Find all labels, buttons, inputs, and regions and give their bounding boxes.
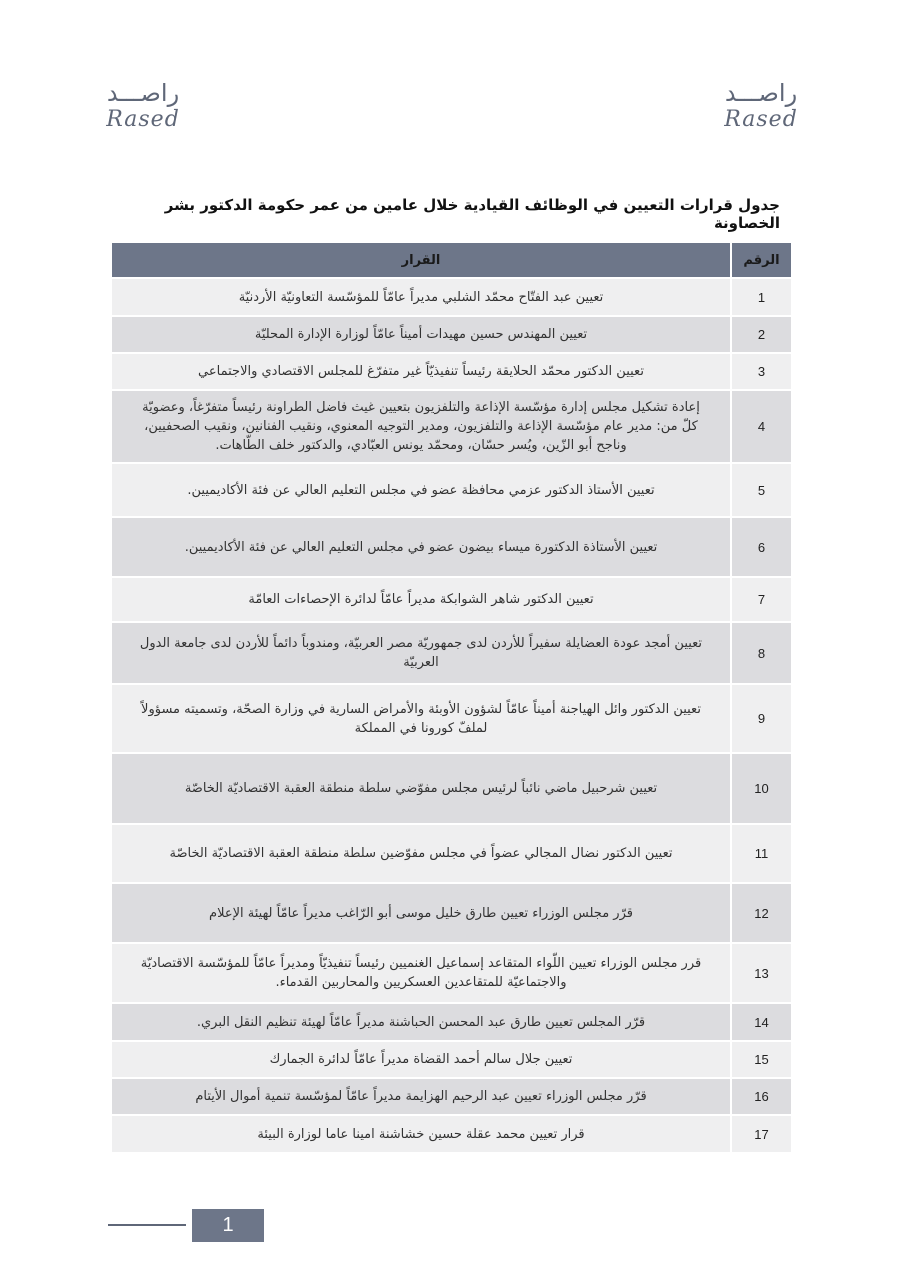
decisions-table [110, 243, 791, 1152]
row-decision: تعيين جلال سالم أحمد القضاة مديراً عامّاً لدائرة الجمارك [111, 1041, 731, 1078]
row-decision: قرّر مجلس الوزراء تعيين عبد الرحيم الهزايمة مديراً عامّاً لمؤسّسة تنمية أموال الأيتام [111, 1078, 731, 1115]
column-header-number: الرقم [731, 243, 791, 278]
row-number: 17 [731, 1115, 791, 1152]
row-decision: تعيين الدكتور نضال المجالي عضواً في مجلس مفوّضين سلطة منطقة العقبة الاقتصاديّة الخاصّة [111, 824, 731, 883]
logo-left [98, 78, 188, 132]
row-number: 14 [731, 1003, 791, 1041]
row-number: 5 [731, 463, 791, 517]
row-number: 4 [731, 390, 791, 463]
table-row [111, 1003, 791, 1041]
table-row [111, 622, 791, 684]
table-row [111, 353, 791, 390]
row-decision: تعيين أمجد عودة العضايلة سفيراً للأردن لدى جمهوريّة مصر العربيّة، ومندوباً دائماً للأردن لدى جامعة الدول العربيّة [111, 622, 731, 684]
row-decision: قرّر المجلس تعيين طارق عبد المحسن الحباشنة مديراً عامّاً لهيئة تنظيم النقل البري. [111, 1003, 731, 1041]
table-row [111, 577, 791, 622]
row-number: 16 [731, 1078, 791, 1115]
row-number: 15 [731, 1041, 791, 1078]
row-decision: تعيين عبد الفتّاح محمّد الشلبي مديراً عامّاً للمؤسّسة التعاونيّة الأردنيّة [111, 278, 731, 316]
row-decision: قرر مجلس الوزراء تعيين اللّواء المتقاعد إسماعيل الغنميين رئيساً تنفيذيّاً ومديراً عامّاً للمؤسّسة الاقتصاديّة والاجتماعيّة للمتقاعدين العسكريين والمحاربين القدماء. [111, 943, 731, 1003]
row-number: 13 [731, 943, 791, 1003]
table-row [111, 753, 791, 824]
row-number: 12 [731, 883, 791, 943]
table-row [111, 1041, 791, 1078]
row-number: 10 [731, 753, 791, 824]
row-number: 2 [731, 316, 791, 353]
table-row [111, 463, 791, 517]
table-row [111, 1115, 791, 1152]
logo-right [716, 78, 806, 132]
row-decision: تعيين الدكتور محمّد الحلايقة رئيساً تنفيذيّاً غير متفرّغ للمجلس الاقتصادي والاجتماعي [111, 353, 731, 390]
page-title: جدول قرارات التعيين في الوظائف القيادية خلال عامين من عمر حكومة الدكتور بشر الخصاونة [164, 196, 780, 232]
row-decision: تعيين الأستاذة الدكتورة ميساء بيضون عضو في مجلس التعليم العالي عن فئة الأكاديميين. [111, 517, 731, 577]
table-header-row [111, 243, 791, 278]
row-number: 11 [731, 824, 791, 883]
row-decision: تعيين الدكتور شاهر الشوابكة مديراً عامّاً لدائرة الإحصاءات العامّة [111, 577, 731, 622]
table-row [111, 316, 791, 353]
row-decision: تعيين الأستاذ الدكتور عزمي محافظة عضو في مجلس التعليم العالي عن فئة الأكاديميين. [111, 463, 731, 517]
row-decision: قرّر مجلس الوزراء تعيين طارق خليل موسى أبو الرّاغب مديراً عامّاً لهيئة الإعلام [111, 883, 731, 943]
row-number: 9 [731, 684, 791, 753]
table-row [111, 1078, 791, 1115]
footer-divider [108, 1224, 186, 1226]
logo-english-text: Rased [106, 107, 180, 132]
row-number: 3 [731, 353, 791, 390]
table-row [111, 883, 791, 943]
table-row [111, 943, 791, 1003]
table-row [111, 278, 791, 316]
table-row [111, 517, 791, 577]
row-decision: تعيين الدكتور وائل الهياجنة أميناً عامّاً لشؤون الأوبئة والأمراض السارية في وزارة الصحّة، وتسميته مسؤولاً لملفّ كورونا في المملكة [111, 684, 731, 753]
row-decision: تعيين شرحبيل ماضي نائباً لرئيس مجلس مفوّضي سلطة منطقة العقبة الاقتصاديّة الخاصّة [111, 753, 731, 824]
table-row [111, 824, 791, 883]
row-number: 8 [731, 622, 791, 684]
logo-english-text: Rased [724, 107, 798, 132]
row-decision: قرار تعيين محمد عقلة حسين خشاشنة امينا عاما لوزارة البيئة [111, 1115, 731, 1152]
row-decision: تعيين المهندس حسين مهيدات أميناً عامّاً لوزارة الإدارة المحليّة [111, 316, 731, 353]
table-row [111, 390, 791, 463]
row-number: 1 [731, 278, 791, 316]
table-row [111, 684, 791, 753]
row-decision: إعادة تشكيل مجلس إدارة مؤسّسة الإذاعة والتلفزيون بتعيين غيث فاضل الطراونة رئيساً متفرّغاً، وعضويّة كلّ من: مدير عام مؤسّسة الإذاعة والتلفزيون، ومدير التوجيه المعنوي، ونقيب الفنانين، ونقيب الصحفيين، وناجح أبو الزّين، ويُسر حسّان، ومحمّد يونس العبّادي، والدكتور خلف الطّاهات. [111, 390, 731, 463]
page-number: 1 [192, 1209, 264, 1242]
column-header-decision: القرار [111, 243, 731, 278]
row-number: 7 [731, 577, 791, 622]
row-number: 6 [731, 517, 791, 577]
logo-arabic-text: راصـــد [724, 79, 798, 107]
logo-arabic-text: راصـــد [106, 79, 180, 107]
